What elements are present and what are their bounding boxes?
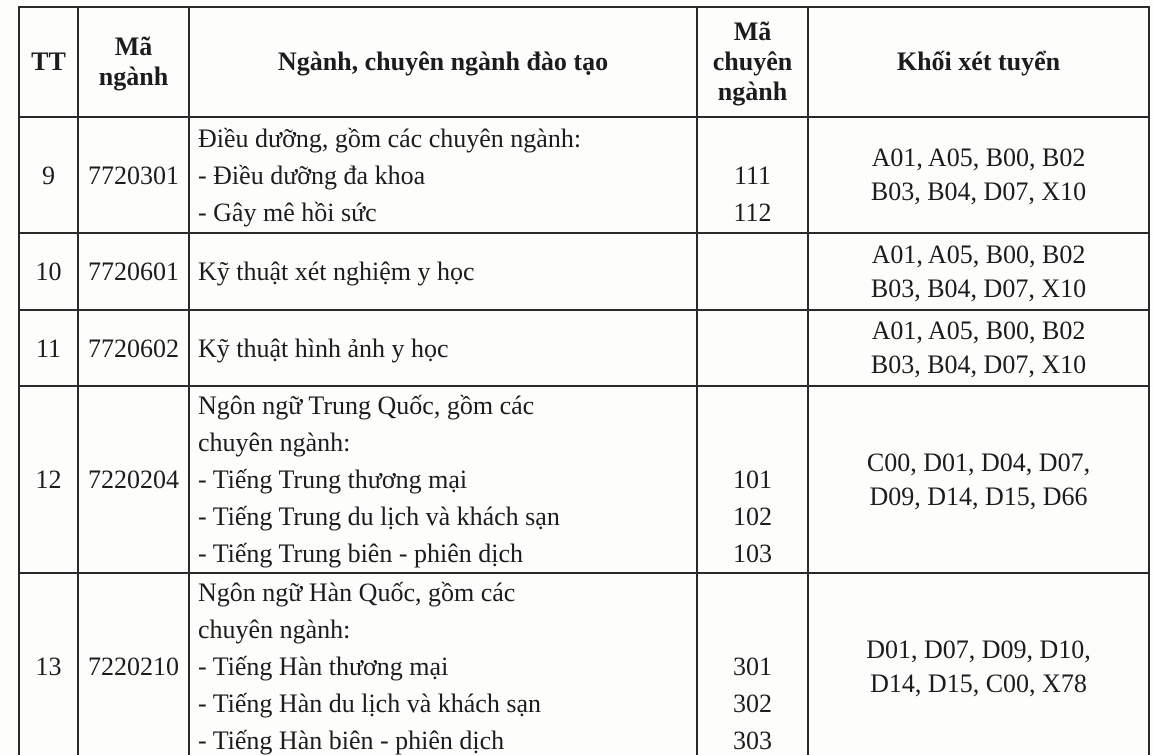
spec-line	[706, 253, 799, 290]
cell-code: 7720601	[78, 233, 189, 310]
cell-blocks	[808, 117, 1149, 233]
major-line: - Điều dưỡng đa khoa	[198, 160, 426, 190]
major-line: Ngôn ngữ Trung Quốc, gồm các	[198, 391, 535, 420]
cell-code: 7220204	[78, 386, 189, 573]
spec-line	[706, 611, 799, 648]
header-ma-chuyen-nganh: Mã chuyên ngành	[697, 7, 808, 117]
cell-blocks	[808, 310, 1149, 386]
major-line: chuyên ngành:	[198, 428, 351, 457]
cell-major	[189, 573, 697, 755]
cell-spec-code	[697, 386, 808, 573]
major-line: - Gây mê hồi sức	[198, 197, 377, 227]
spec-line	[706, 387, 799, 424]
cell-spec-code	[697, 573, 808, 755]
cell-blocks	[808, 233, 1149, 310]
cell-major	[189, 117, 697, 233]
table-row	[19, 573, 1149, 755]
cell-code: 7720301	[78, 117, 189, 233]
major-line: Ngôn ngữ Hàn Quốc, gồm các	[198, 578, 516, 607]
spec-line: 112	[733, 197, 772, 227]
cell-tt: 12	[19, 386, 78, 573]
spec-line: 303	[733, 726, 772, 755]
major-line: Kỹ thuật hình ảnh y học	[198, 333, 449, 363]
cell-major	[189, 233, 697, 310]
blocks-line: D14, D15, C00, X78	[870, 668, 1087, 698]
cell-blocks	[808, 386, 1149, 573]
table-row	[19, 386, 1149, 573]
blocks-line: B03, B04, D07, X10	[870, 177, 1087, 206]
table-row	[19, 310, 1149, 386]
blocks-line: A01, A05, B00, B02	[871, 316, 1086, 345]
blocks-line: D09, D14, D15, D66	[869, 481, 1088, 511]
spec-line: 102	[733, 502, 772, 531]
major-line: - Tiếng Hàn du lịch và khách sạn	[198, 689, 542, 718]
cell-code: 7220210	[78, 573, 189, 755]
cell-tt: 10	[19, 233, 78, 310]
spec-line: 302	[733, 689, 772, 718]
cell-blocks	[808, 573, 1149, 755]
major-line: chuyên ngành:	[198, 615, 351, 644]
spec-line: 103	[733, 539, 772, 568]
cell-spec-code	[697, 117, 808, 233]
spec-line	[706, 330, 799, 367]
spec-line: 111	[733, 160, 772, 190]
cell-major	[189, 386, 697, 573]
cell-tt: 13	[19, 573, 78, 755]
table-row	[19, 117, 1149, 233]
spec-line	[706, 120, 799, 157]
spec-line: 101	[733, 465, 772, 494]
blocks-line: B03, B04, D07, X10	[870, 350, 1087, 379]
cell-tt: 9	[19, 117, 78, 233]
major-line: - Tiếng Hàn biên - phiên dịch	[198, 726, 505, 755]
spec-line	[706, 424, 799, 461]
cell-tt: 11	[19, 310, 78, 386]
cell-spec-code	[697, 233, 808, 310]
header-tt: TT	[19, 7, 78, 117]
table-row	[19, 233, 1149, 310]
header-row	[19, 7, 1149, 117]
blocks-line: A01, A05, B00, B02	[871, 143, 1086, 172]
major-line: - Tiếng Trung thương mại	[198, 465, 468, 494]
blocks-line: D01, D07, D09, D10,	[866, 634, 1091, 664]
header-ma-nganh: Mã ngành	[78, 7, 189, 117]
major-line: - Tiếng Trung biên - phiên dịch	[198, 539, 524, 568]
major-line: - Tiếng Trung du lịch và khách sạn	[198, 502, 560, 531]
admissions-table	[18, 6, 1150, 755]
cell-spec-code	[697, 310, 808, 386]
blocks-line: A01, A05, B00, B02	[871, 239, 1086, 269]
header-nganh: Ngành, chuyên ngành đào tạo	[189, 7, 697, 117]
major-line: - Tiếng Hàn thương mại	[198, 652, 449, 681]
major-line: Kỹ thuật xét nghiệm y học	[198, 257, 475, 286]
major-line: Điều dưỡng, gồm các chuyên ngành:	[198, 123, 582, 153]
blocks-line: B03, B04, D07, X10	[870, 273, 1087, 303]
spec-line	[706, 574, 799, 611]
cell-code: 7720602	[78, 310, 189, 386]
blocks-line: C00, D01, D04, D07,	[866, 447, 1091, 477]
spec-line: 301	[733, 652, 772, 681]
cell-major	[189, 310, 697, 386]
header-khoi: Khối xét tuyển	[808, 7, 1149, 117]
